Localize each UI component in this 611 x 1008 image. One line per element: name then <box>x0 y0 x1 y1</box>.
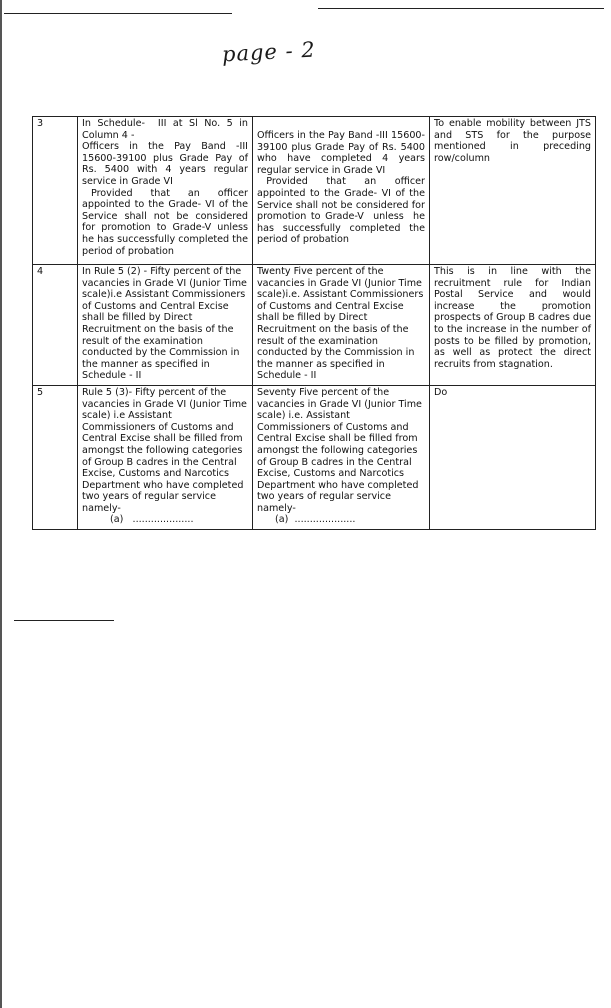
sl-number: 5 <box>33 385 78 529</box>
sl-number: 3 <box>33 117 78 265</box>
amended-text: Seventy Five percent of the vacancies in Grade VI (Junior Time scale) i.e. Assistant Commissioners of Customs and Central Excise shall be filled from amongst the following categories of Group B cadres in the Central Excise, Customs and Narcotics Department who have completed two years of regular service namely- <box>257 386 426 514</box>
reason: Do <box>430 385 596 529</box>
reason: To enable mobility between JTS and STS for the purpose mentioned in preceding row/column <box>430 117 596 265</box>
table-row <box>33 117 596 265</box>
existing-provision <box>78 117 253 265</box>
amended-provision <box>253 385 430 529</box>
amended-line: Officers in the Pay Band -III 15600-39100 plus Grade Pay of Rs. 5400 who have completed 4 years regular service in Grade VI <box>257 130 429 176</box>
scan-artifact-top-right <box>318 8 604 9</box>
spacer <box>257 118 425 130</box>
existing-line: Officers in the Pay Band -III 15600-39100 plus Grade Pay of Rs. 5400 with 4 years regular service in Grade VI <box>82 141 252 187</box>
scan-artifact-margin-mark <box>14 620 114 621</box>
amended-provision <box>253 117 430 265</box>
table-row <box>33 385 596 529</box>
reason: This is in line with the recruitment rule for Indian Postal Service and would increase the promotion prospects of Group B cadres due to the increase in the number of posts to be filled by promotion, as well as protect the direct recruits from stagnation. <box>430 265 596 386</box>
existing-item: (a) .................... <box>110 514 194 526</box>
amended-item: (a) .................... <box>275 514 356 526</box>
existing-line: In Schedule- III at Sl No. 5 in Column 4 - <box>82 118 252 141</box>
handwritten-page-number: page - 2 <box>221 37 317 67</box>
scan-artifact-left-edge <box>0 0 2 1008</box>
amendment-table <box>32 116 596 530</box>
existing-line: Provided that an officer appointed to the Grade- VI of the Service shall not be considered for promotion to Grade-V unless he has successfully completed the period of probation <box>82 187 252 257</box>
amended-provision: Twenty Five percent of the vacancies in Grade VI (Junior Time scale)i.e. Assistant Commissioners of Customs and Central Excise shall be filled by Direct Recruitment on the basis of the result of the examination conducted by the Commission in the manner as specified in Schedule - II <box>253 265 430 386</box>
existing-text: Rule 5 (3)- Fifty percent of the vacancies in Grade VI (Junior Time scale) i.e Assistant Commissioners of Customs and Central Excise shall be filled from amongst the following categories of Group B cadres in the Central Excise, Customs and Narcotics Department who have completed two years of regular service namely- <box>82 386 251 514</box>
existing-provision <box>78 385 253 529</box>
sl-number: 4 <box>33 265 78 386</box>
table-row <box>33 265 596 386</box>
existing-provision: In Rule 5 (2) - Fifty percent of the vacancies in Grade VI (Junior Time scale)i.e Assistant Commissioners of Customs and Central Excise shall be filled by Direct Recruitment on the basis of the result of the examination conducted by the Commission in the manner as specified in Schedule - II <box>78 265 253 386</box>
scan-artifact-top-left <box>4 13 232 14</box>
amended-line: Provided that an officer appointed to the Grade- VI of the Service shall not be considered for promotion to Grade-V unless he has successfully completed the period of probation <box>257 176 429 246</box>
